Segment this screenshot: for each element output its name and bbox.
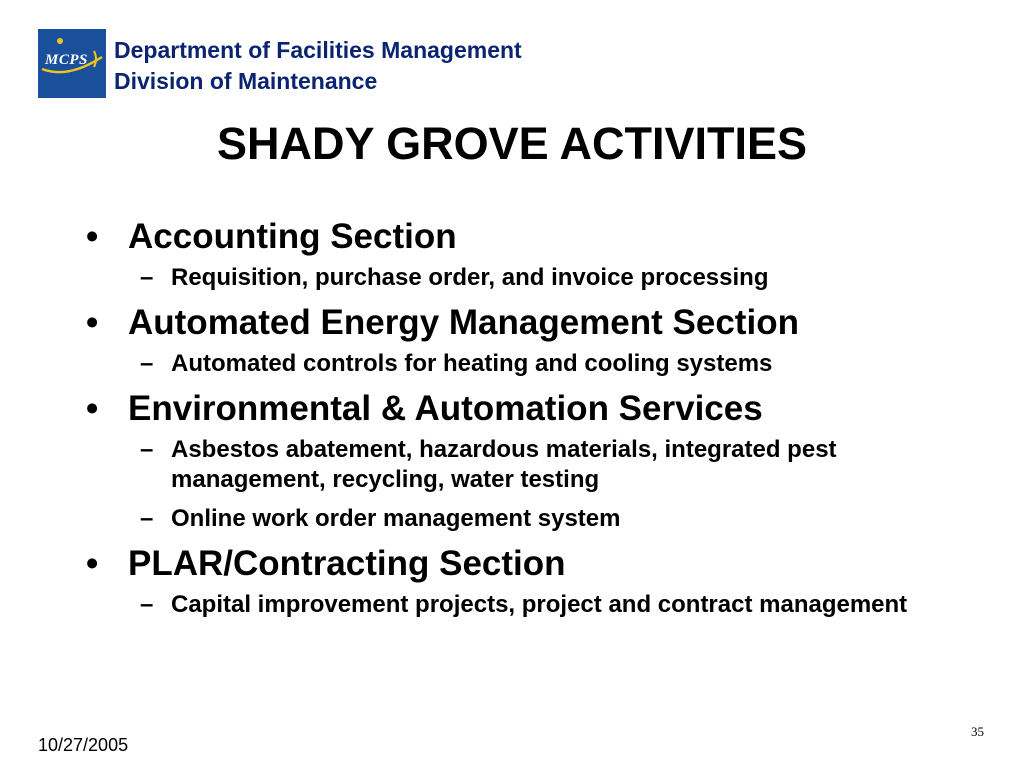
sub-item-text: Requisition, purchase order, and invoice processing (171, 264, 769, 291)
logo-text: MCPS (45, 52, 88, 68)
bullet-item (84, 302, 944, 344)
bullet-icon: • (86, 544, 99, 583)
section-heading: Environmental & Automation Services (128, 389, 763, 428)
dash-icon: – (140, 264, 154, 291)
sub-item (84, 435, 911, 495)
sub-item (84, 590, 911, 620)
dash-icon: – (140, 591, 154, 618)
mcps-logo (38, 29, 106, 98)
bullet-icon: • (86, 389, 99, 428)
page-number: 35 (971, 724, 984, 739)
bullet-item (84, 216, 944, 258)
dash-icon: – (140, 505, 154, 532)
sub-item-text: Automated controls for heating and cooling systems (171, 350, 773, 377)
section-environmental (84, 388, 944, 534)
bullet-item (84, 388, 944, 430)
dash-icon: – (140, 436, 154, 463)
bullet-item (84, 543, 944, 585)
sub-item (84, 504, 911, 534)
dash-icon: – (140, 350, 154, 377)
sub-item-text: Asbestos abatement, hazardous materials, integrated pest management, recycling, water testing (171, 436, 837, 493)
organization-heading (114, 35, 522, 97)
department-name: Department of Facilities Management (114, 37, 522, 63)
section-heading: Automated Energy Management Section (128, 303, 799, 342)
division-name: Division of Maintenance (114, 68, 378, 94)
sub-item-text: Online work order management system (171, 505, 621, 532)
sub-item (84, 263, 911, 293)
section-plar (84, 543, 944, 620)
bullet-icon: • (86, 303, 99, 342)
slide-title: SHADY GROVE ACTIVITIES (216, 118, 808, 169)
sub-item (84, 349, 911, 379)
bullet-icon: • (86, 217, 99, 256)
section-heading: Accounting Section (128, 217, 457, 256)
section-heading: PLAR/Contracting Section (128, 544, 566, 583)
footer-date: 10/27/2005 (38, 735, 129, 755)
section-energy (84, 302, 944, 379)
bullet-list (84, 216, 944, 629)
section-accounting (84, 216, 944, 293)
sub-item-text: Capital improvement projects, project and contract management (171, 591, 908, 618)
